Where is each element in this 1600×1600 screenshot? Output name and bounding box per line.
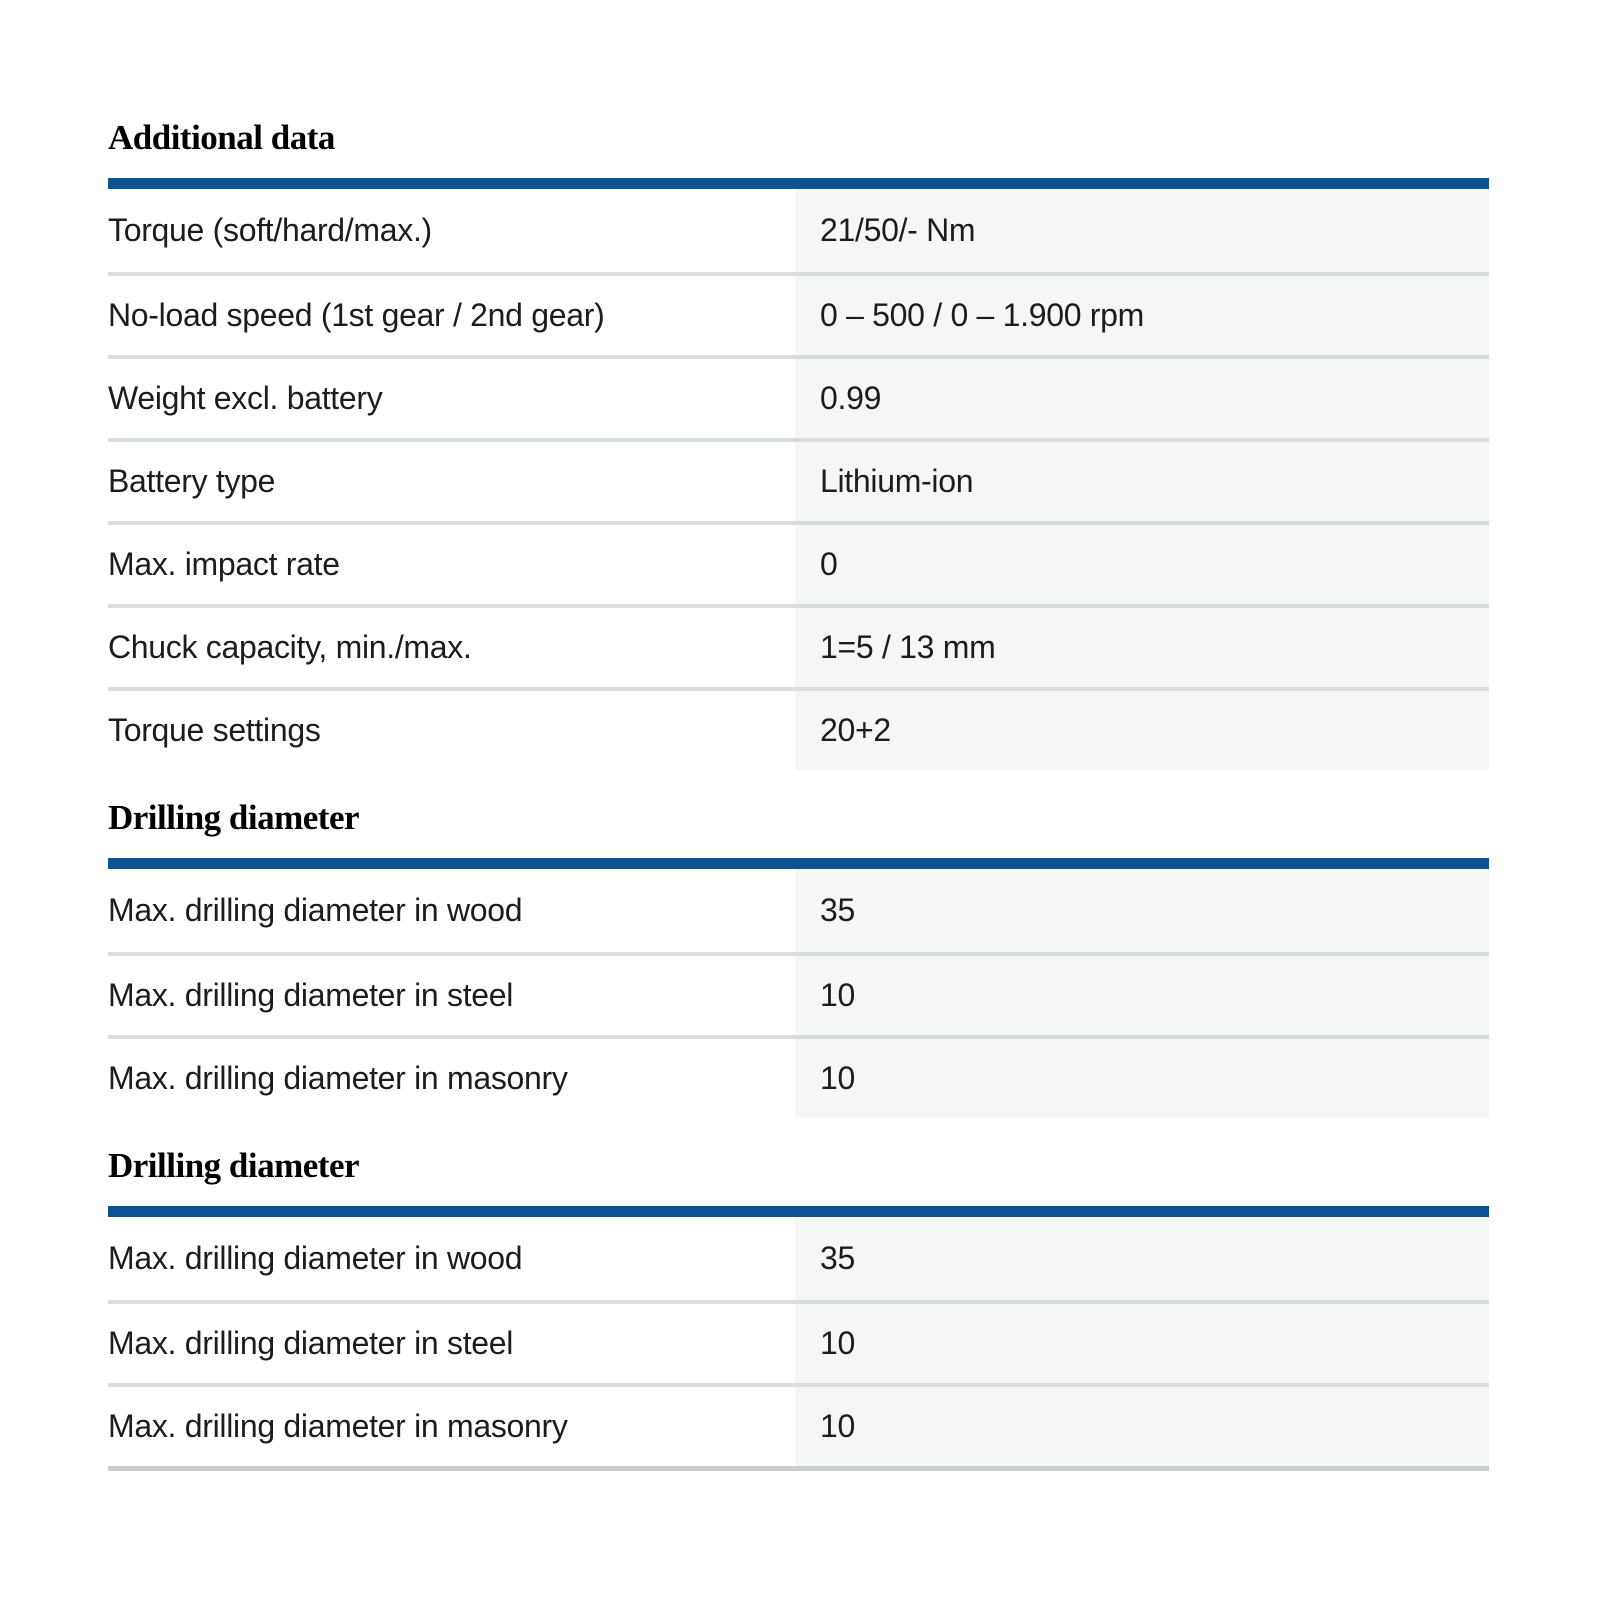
- spec-row: [108, 1035, 1489, 1118]
- section-title: Drilling diameter: [108, 1146, 360, 1185]
- spec-label: Max. drilling diameter in wood: [108, 892, 523, 928]
- spec-value: 21/50/- Nm: [795, 189, 1489, 272]
- spec-value: 35: [795, 1217, 1489, 1300]
- section-accent-bar: [108, 858, 1489, 869]
- section-accent-bar: [108, 1206, 1489, 1217]
- spec-value: 1=5 / 13 mm: [795, 608, 1489, 687]
- spec-section: [108, 118, 1489, 770]
- spec-value: 0: [795, 525, 1489, 604]
- spec-row: [108, 687, 1489, 770]
- spec-section: [108, 1146, 1489, 1471]
- spec-label: Max. drilling diameter in steel: [108, 1325, 514, 1361]
- section-accent-bar: [108, 178, 1489, 189]
- spec-label: Torque (soft/hard/max.): [108, 212, 432, 248]
- spec-value: 10: [795, 1387, 1489, 1466]
- spec-row: [108, 1217, 1489, 1300]
- spec-label: Battery type: [108, 463, 276, 499]
- spec-row: [108, 521, 1489, 604]
- spec-value: 0.99: [795, 359, 1489, 438]
- spec-row: [108, 189, 1489, 272]
- spec-row: [108, 272, 1489, 355]
- section-title: Additional data: [108, 118, 335, 157]
- spec-value: 10: [795, 956, 1489, 1035]
- spec-value: 0 – 500 / 0 – 1.900 rpm: [795, 276, 1489, 355]
- spec-row: [108, 1300, 1489, 1383]
- spec-value: 20+2: [795, 691, 1489, 770]
- spec-label: Max. drilling diameter in steel: [108, 977, 514, 1013]
- spec-value: 35: [795, 869, 1489, 952]
- spec-row: [108, 1383, 1489, 1466]
- section-title: Drilling diameter: [108, 798, 360, 837]
- spec-row: [108, 355, 1489, 438]
- spec-section: [108, 798, 1489, 1118]
- spec-label: Max. drilling diameter in wood: [108, 1240, 523, 1276]
- spec-label: Weight excl. battery: [108, 380, 383, 416]
- spec-row: [108, 952, 1489, 1035]
- spec-row: [108, 869, 1489, 952]
- spec-label: Max. drilling diameter in masonry: [108, 1060, 568, 1096]
- spec-table: [108, 189, 1489, 770]
- spec-table: [108, 1217, 1489, 1471]
- spec-table: [108, 869, 1489, 1118]
- spec-value: Lithium-ion: [795, 442, 1489, 521]
- spec-row: [108, 604, 1489, 687]
- spec-row: [108, 438, 1489, 521]
- spec-label: No-load speed (1st gear / 2nd gear): [108, 297, 605, 333]
- spec-value: 10: [795, 1039, 1489, 1118]
- spec-value: 10: [795, 1304, 1489, 1383]
- spec-label: Max. drilling diameter in masonry: [108, 1408, 568, 1444]
- spec-label: Chuck capacity, min./max.: [108, 629, 472, 665]
- spec-label: Torque settings: [108, 712, 321, 748]
- spec-label: Max. impact rate: [108, 546, 340, 582]
